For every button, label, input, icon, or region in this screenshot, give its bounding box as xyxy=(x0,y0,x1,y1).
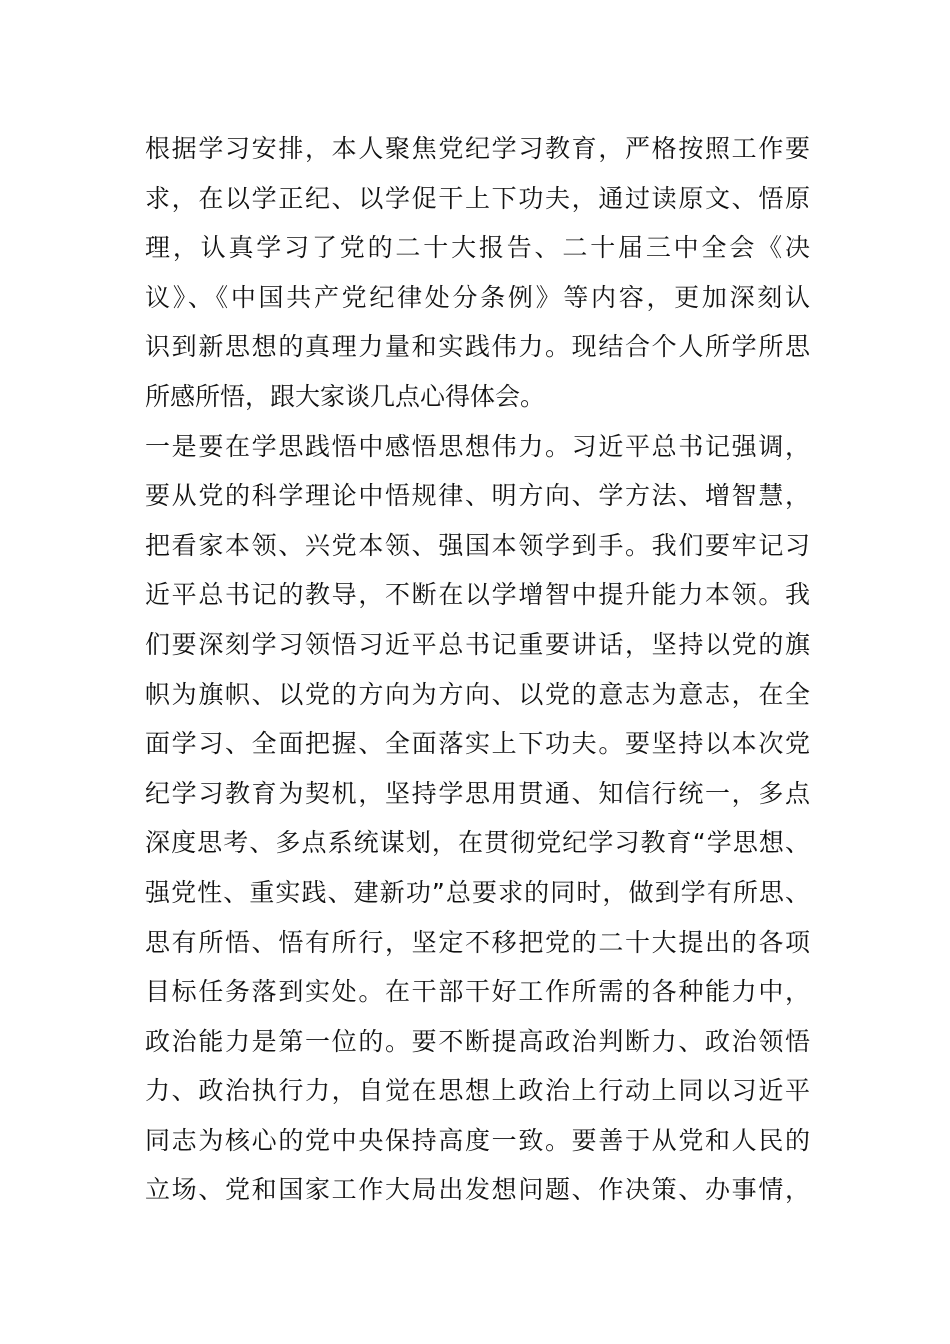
text-line: 目标任务落到实处。在干部干好工作所需的各种能力中， xyxy=(145,977,810,1007)
text-line: 帜为旗帜、以党的方向为方向、以党的意志为意志，在全 xyxy=(145,679,810,709)
text-line: 深度思考、多点系统谋划，在贯彻党纪学习教育“学思想、 xyxy=(145,828,810,858)
text-line: 求，在以学正纪、以学促干上下功夫，通过读原文、悟原 xyxy=(145,183,810,213)
text-line: 们要深刻学习领悟习近平总书记重要讲话，坚持以党的旗 xyxy=(145,629,810,659)
text-line: 政治能力是第一位的。要不断提高政治判断力、政治领悟 xyxy=(145,1026,810,1056)
text-line: 力、政治执行力，自觉在思想上政治上行动上同以习近平 xyxy=(145,1076,810,1106)
text-line: 理，认真学习了党的二十大报告、二十届三中全会《决 xyxy=(145,233,810,263)
text-line: 根据学习安排，本人聚焦党纪学习教育，严格按照工作要 xyxy=(145,134,810,163)
text-line: 所感所悟，跟大家谈几点心得体会。 xyxy=(145,381,546,411)
text-line: 要从党的科学理论中悟规律、明方向、学方法、增智慧， xyxy=(145,481,810,511)
text-line: 思有所悟、悟有所行，坚定不移把党的二十大提出的各项 xyxy=(145,927,810,957)
text-line: 立场、党和国家工作大局出发想问题、作决策、办事情， xyxy=(145,1175,810,1205)
text-line: 一是要在学思践悟中感悟思想伟力。习近平总书记强调， xyxy=(145,431,810,461)
text-line: 近平总书记的教导，不断在以学增智中提升能力本领。我 xyxy=(145,580,810,610)
text-line: 把看家本领、兴党本领、强国本领学到手。我们要牢记习 xyxy=(145,530,810,560)
paragraph-point-one xyxy=(145,422,810,1216)
text-line: 同志为核心的党中央保持高度一致。要善于从党和人民的 xyxy=(145,1125,810,1155)
text-line: 识到新思想的真理力量和实践伟力。现结合个人所学所思 xyxy=(145,332,810,362)
text-line: 强党性、重实践、建新功”总要求的同时，做到学有所思、 xyxy=(145,877,810,907)
text-line: 面学习、全面把握、全面落实上下功夫。要坚持以本次党 xyxy=(145,729,810,759)
paragraph-intro xyxy=(145,124,810,422)
text-line: 纪学习教育为契机，坚持学思用贯通、知信行统一，多点 xyxy=(145,778,810,808)
text-line: 议》、《中国共产党纪律处分条例》等内容，更加深刻认 xyxy=(145,282,810,312)
document-body xyxy=(145,124,810,1215)
